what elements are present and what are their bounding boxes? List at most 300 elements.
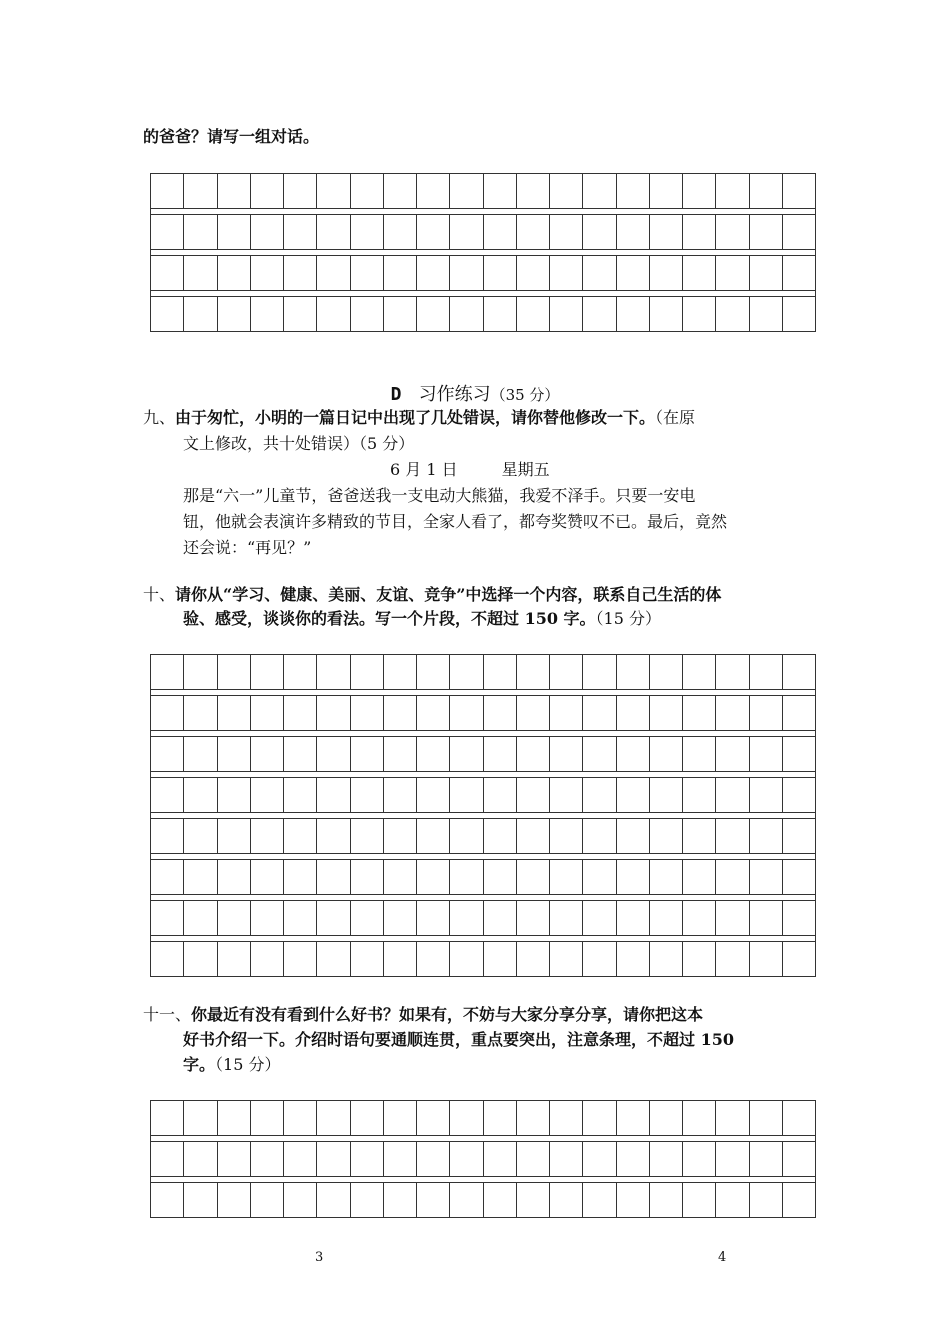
grid-cell[interactable] <box>716 778 749 812</box>
grid-cell[interactable] <box>550 901 583 935</box>
grid-cell[interactable] <box>251 1101 284 1135</box>
grid-cell[interactable] <box>517 942 550 976</box>
grid-cell[interactable] <box>450 778 483 812</box>
grid-cell[interactable] <box>450 819 483 853</box>
grid-cell[interactable] <box>351 1142 384 1176</box>
grid-cell[interactable] <box>617 215 650 249</box>
grid-cell[interactable] <box>184 737 217 771</box>
grid-cell[interactable] <box>351 256 384 290</box>
grid-cell[interactable] <box>650 778 683 812</box>
grid-cell[interactable] <box>218 778 251 812</box>
grid-cell[interactable] <box>317 737 350 771</box>
grid-cell[interactable] <box>284 174 317 208</box>
grid-cell[interactable] <box>317 942 350 976</box>
grid-cell[interactable] <box>417 297 450 331</box>
grid-cell[interactable] <box>583 819 616 853</box>
grid-cell[interactable] <box>783 737 815 771</box>
grid-cell[interactable] <box>384 215 417 249</box>
grid-cell[interactable] <box>317 696 350 730</box>
grid-cell[interactable] <box>683 778 716 812</box>
grid-cell[interactable] <box>151 942 184 976</box>
grid-cell[interactable] <box>517 215 550 249</box>
grid-cell[interactable] <box>716 901 749 935</box>
grid-cell[interactable] <box>484 737 517 771</box>
grid-cell[interactable] <box>716 297 749 331</box>
grid-cell[interactable] <box>351 655 384 689</box>
grid-cell[interactable] <box>351 860 384 894</box>
grid-cell[interactable] <box>284 942 317 976</box>
grid-cell[interactable] <box>517 1101 550 1135</box>
grid-cell[interactable] <box>284 1101 317 1135</box>
grid-cell[interactable] <box>218 901 251 935</box>
grid-cell[interactable] <box>750 737 783 771</box>
grid-cell[interactable] <box>517 901 550 935</box>
grid-cell[interactable] <box>251 655 284 689</box>
grid-cell[interactable] <box>417 737 450 771</box>
grid-cell[interactable] <box>517 860 550 894</box>
grid-cell[interactable] <box>750 256 783 290</box>
grid-cell[interactable] <box>450 737 483 771</box>
grid-cell[interactable] <box>484 297 517 331</box>
grid-cell[interactable] <box>417 942 450 976</box>
grid-cell[interactable] <box>450 1183 483 1217</box>
grid-cell[interactable] <box>384 297 417 331</box>
grid-cell[interactable] <box>683 819 716 853</box>
grid-cell[interactable] <box>750 1101 783 1135</box>
grid-cell[interactable] <box>650 819 683 853</box>
grid-cell[interactable] <box>218 860 251 894</box>
grid-cell[interactable] <box>251 215 284 249</box>
grid-cell[interactable] <box>151 1142 184 1176</box>
grid-cell[interactable] <box>384 778 417 812</box>
grid-cell[interactable] <box>251 860 284 894</box>
grid-cell[interactable] <box>783 655 815 689</box>
grid-cell[interactable] <box>550 215 583 249</box>
grid-cell[interactable] <box>317 174 350 208</box>
grid-cell[interactable] <box>583 901 616 935</box>
grid-cell[interactable] <box>417 1101 450 1135</box>
grid-cell[interactable] <box>484 256 517 290</box>
grid-cell[interactable] <box>284 655 317 689</box>
grid-cell[interactable] <box>450 256 483 290</box>
grid-cell[interactable] <box>351 696 384 730</box>
grid-cell[interactable] <box>384 737 417 771</box>
grid-cell[interactable] <box>317 1142 350 1176</box>
grid-cell[interactable] <box>351 942 384 976</box>
grid-cell[interactable] <box>617 1101 650 1135</box>
grid-cell[interactable] <box>650 655 683 689</box>
grid-cell[interactable] <box>783 1101 815 1135</box>
grid-cell[interactable] <box>650 1101 683 1135</box>
grid-cell[interactable] <box>417 1142 450 1176</box>
grid-cell[interactable] <box>417 1183 450 1217</box>
grid-cell[interactable] <box>550 1101 583 1135</box>
grid-cell[interactable] <box>251 819 284 853</box>
grid-cell[interactable] <box>716 696 749 730</box>
grid-cell[interactable] <box>450 942 483 976</box>
grid-cell[interactable] <box>284 819 317 853</box>
grid-cell[interactable] <box>750 901 783 935</box>
grid-cell[interactable] <box>517 1183 550 1217</box>
grid-cell[interactable] <box>550 737 583 771</box>
grid-cell[interactable] <box>450 1101 483 1135</box>
grid-cell[interactable] <box>284 297 317 331</box>
grid-cell[interactable] <box>151 174 184 208</box>
grid-cell[interactable] <box>484 215 517 249</box>
grid-cell[interactable] <box>750 819 783 853</box>
grid-cell[interactable] <box>783 819 815 853</box>
grid-cell[interactable] <box>683 1142 716 1176</box>
grid-cell[interactable] <box>351 1101 384 1135</box>
grid-cell[interactable] <box>550 942 583 976</box>
grid-cell[interactable] <box>184 215 217 249</box>
grid-cell[interactable] <box>251 1183 284 1217</box>
grid-cell[interactable] <box>317 1183 350 1217</box>
grid-cell[interactable] <box>151 256 184 290</box>
grid-cell[interactable] <box>683 696 716 730</box>
grid-cell[interactable] <box>617 901 650 935</box>
grid-cell[interactable] <box>583 942 616 976</box>
grid-cell[interactable] <box>317 778 350 812</box>
grid-cell[interactable] <box>184 819 217 853</box>
grid-cell[interactable] <box>750 174 783 208</box>
grid-cell[interactable] <box>750 215 783 249</box>
grid-cell[interactable] <box>351 215 384 249</box>
grid-cell[interactable] <box>284 256 317 290</box>
grid-cell[interactable] <box>716 860 749 894</box>
grid-cell[interactable] <box>317 256 350 290</box>
grid-cell[interactable] <box>617 256 650 290</box>
grid-cell[interactable] <box>351 819 384 853</box>
grid-cell[interactable] <box>683 942 716 976</box>
grid-cell[interactable] <box>450 860 483 894</box>
grid-cell[interactable] <box>151 819 184 853</box>
grid-cell[interactable] <box>417 174 450 208</box>
grid-cell[interactable] <box>650 696 683 730</box>
grid-cell[interactable] <box>218 1142 251 1176</box>
grid-cell[interactable] <box>517 1142 550 1176</box>
grid-cell[interactable] <box>184 256 217 290</box>
grid-cell[interactable] <box>484 819 517 853</box>
grid-cell[interactable] <box>317 215 350 249</box>
grid-cell[interactable] <box>484 696 517 730</box>
grid-cell[interactable] <box>550 1142 583 1176</box>
writing-grid-1[interactable] <box>150 173 816 332</box>
grid-cell[interactable] <box>484 655 517 689</box>
grid-cell[interactable] <box>351 778 384 812</box>
grid-cell[interactable] <box>650 737 683 771</box>
grid-cell[interactable] <box>317 655 350 689</box>
grid-cell[interactable] <box>617 737 650 771</box>
grid-cell[interactable] <box>417 696 450 730</box>
grid-cell[interactable] <box>384 696 417 730</box>
grid-cell[interactable] <box>716 819 749 853</box>
grid-cell[interactable] <box>750 655 783 689</box>
grid-cell[interactable] <box>384 1142 417 1176</box>
grid-cell[interactable] <box>583 215 616 249</box>
grid-cell[interactable] <box>683 1101 716 1135</box>
grid-cell[interactable] <box>550 256 583 290</box>
grid-cell[interactable] <box>151 860 184 894</box>
grid-cell[interactable] <box>384 942 417 976</box>
grid-cell[interactable] <box>384 1183 417 1217</box>
grid-cell[interactable] <box>683 174 716 208</box>
grid-cell[interactable] <box>583 1142 616 1176</box>
grid-cell[interactable] <box>716 655 749 689</box>
grid-cell[interactable] <box>783 860 815 894</box>
grid-cell[interactable] <box>218 737 251 771</box>
grid-cell[interactable] <box>284 901 317 935</box>
grid-cell[interactable] <box>417 655 450 689</box>
grid-cell[interactable] <box>650 1142 683 1176</box>
grid-cell[interactable] <box>517 819 550 853</box>
grid-cell[interactable] <box>716 942 749 976</box>
grid-cell[interactable] <box>251 901 284 935</box>
grid-cell[interactable] <box>184 1101 217 1135</box>
grid-cell[interactable] <box>517 256 550 290</box>
grid-cell[interactable] <box>650 1183 683 1217</box>
grid-cell[interactable] <box>783 1142 815 1176</box>
grid-cell[interactable] <box>617 1142 650 1176</box>
grid-cell[interactable] <box>284 860 317 894</box>
grid-cell[interactable] <box>716 737 749 771</box>
grid-cell[interactable] <box>184 655 217 689</box>
grid-cell[interactable] <box>683 901 716 935</box>
grid-cell[interactable] <box>617 778 650 812</box>
grid-cell[interactable] <box>450 696 483 730</box>
grid-cell[interactable] <box>716 1142 749 1176</box>
grid-cell[interactable] <box>151 901 184 935</box>
grid-cell[interactable] <box>317 297 350 331</box>
grid-cell[interactable] <box>184 778 217 812</box>
grid-cell[interactable] <box>484 942 517 976</box>
grid-cell[interactable] <box>384 1101 417 1135</box>
grid-cell[interactable] <box>583 860 616 894</box>
grid-cell[interactable] <box>650 901 683 935</box>
grid-cell[interactable] <box>716 1183 749 1217</box>
grid-cell[interactable] <box>583 778 616 812</box>
grid-cell[interactable] <box>583 1101 616 1135</box>
grid-cell[interactable] <box>384 860 417 894</box>
grid-cell[interactable] <box>151 297 184 331</box>
grid-cell[interactable] <box>284 737 317 771</box>
grid-cell[interactable] <box>184 1142 217 1176</box>
grid-cell[interactable] <box>151 655 184 689</box>
grid-cell[interactable] <box>218 297 251 331</box>
grid-cell[interactable] <box>683 655 716 689</box>
grid-cell[interactable] <box>384 655 417 689</box>
grid-cell[interactable] <box>583 174 616 208</box>
grid-cell[interactable] <box>783 901 815 935</box>
grid-cell[interactable] <box>351 737 384 771</box>
grid-cell[interactable] <box>517 297 550 331</box>
grid-cell[interactable] <box>750 778 783 812</box>
grid-cell[interactable] <box>151 696 184 730</box>
grid-cell[interactable] <box>184 942 217 976</box>
grid-cell[interactable] <box>650 256 683 290</box>
grid-cell[interactable] <box>650 215 683 249</box>
grid-cell[interactable] <box>683 256 716 290</box>
grid-cell[interactable] <box>783 696 815 730</box>
grid-cell[interactable] <box>450 901 483 935</box>
grid-cell[interactable] <box>583 256 616 290</box>
grid-cell[interactable] <box>317 901 350 935</box>
grid-cell[interactable] <box>184 297 217 331</box>
writing-grid-2[interactable] <box>150 654 816 977</box>
grid-cell[interactable] <box>550 1183 583 1217</box>
grid-cell[interactable] <box>583 696 616 730</box>
grid-cell[interactable] <box>218 819 251 853</box>
grid-cell[interactable] <box>650 942 683 976</box>
grid-cell[interactable] <box>550 819 583 853</box>
grid-cell[interactable] <box>683 1183 716 1217</box>
grid-cell[interactable] <box>550 174 583 208</box>
grid-cell[interactable] <box>783 215 815 249</box>
writing-grid-3[interactable] <box>150 1100 816 1218</box>
grid-cell[interactable] <box>583 737 616 771</box>
grid-cell[interactable] <box>218 696 251 730</box>
grid-cell[interactable] <box>384 901 417 935</box>
grid-cell[interactable] <box>617 942 650 976</box>
grid-cell[interactable] <box>417 778 450 812</box>
grid-cell[interactable] <box>417 901 450 935</box>
grid-cell[interactable] <box>783 778 815 812</box>
grid-cell[interactable] <box>284 1142 317 1176</box>
grid-cell[interactable] <box>484 901 517 935</box>
grid-cell[interactable] <box>650 860 683 894</box>
grid-cell[interactable] <box>251 942 284 976</box>
grid-cell[interactable] <box>750 297 783 331</box>
grid-cell[interactable] <box>517 696 550 730</box>
grid-cell[interactable] <box>617 297 650 331</box>
grid-cell[interactable] <box>184 174 217 208</box>
grid-cell[interactable] <box>583 655 616 689</box>
grid-cell[interactable] <box>218 1183 251 1217</box>
grid-cell[interactable] <box>617 1183 650 1217</box>
grid-cell[interactable] <box>716 1101 749 1135</box>
grid-cell[interactable] <box>251 696 284 730</box>
grid-cell[interactable] <box>184 1183 217 1217</box>
grid-cell[interactable] <box>218 655 251 689</box>
grid-cell[interactable] <box>218 1101 251 1135</box>
grid-cell[interactable] <box>517 655 550 689</box>
grid-cell[interactable] <box>251 737 284 771</box>
grid-cell[interactable] <box>716 174 749 208</box>
grid-cell[interactable] <box>750 696 783 730</box>
grid-cell[interactable] <box>750 942 783 976</box>
grid-cell[interactable] <box>716 256 749 290</box>
grid-cell[interactable] <box>617 696 650 730</box>
grid-cell[interactable] <box>317 1101 350 1135</box>
grid-cell[interactable] <box>251 1142 284 1176</box>
grid-cell[interactable] <box>484 174 517 208</box>
grid-cell[interactable] <box>450 215 483 249</box>
grid-cell[interactable] <box>617 860 650 894</box>
grid-cell[interactable] <box>650 297 683 331</box>
grid-cell[interactable] <box>417 860 450 894</box>
grid-cell[interactable] <box>151 215 184 249</box>
grid-cell[interactable] <box>650 174 683 208</box>
grid-cell[interactable] <box>550 778 583 812</box>
grid-cell[interactable] <box>484 1142 517 1176</box>
grid-cell[interactable] <box>550 696 583 730</box>
grid-cell[interactable] <box>384 819 417 853</box>
grid-cell[interactable] <box>351 901 384 935</box>
grid-cell[interactable] <box>783 297 815 331</box>
grid-cell[interactable] <box>384 174 417 208</box>
grid-cell[interactable] <box>251 174 284 208</box>
grid-cell[interactable] <box>218 942 251 976</box>
grid-cell[interactable] <box>617 655 650 689</box>
grid-cell[interactable] <box>251 297 284 331</box>
grid-cell[interactable] <box>683 860 716 894</box>
grid-cell[interactable] <box>151 778 184 812</box>
grid-cell[interactable] <box>218 174 251 208</box>
grid-cell[interactable] <box>184 696 217 730</box>
grid-cell[interactable] <box>617 174 650 208</box>
grid-cell[interactable] <box>484 1183 517 1217</box>
grid-cell[interactable] <box>351 1183 384 1217</box>
grid-cell[interactable] <box>218 215 251 249</box>
grid-cell[interactable] <box>683 297 716 331</box>
grid-cell[interactable] <box>484 778 517 812</box>
grid-cell[interactable] <box>284 1183 317 1217</box>
grid-cell[interactable] <box>317 860 350 894</box>
grid-cell[interactable] <box>184 901 217 935</box>
grid-cell[interactable] <box>550 297 583 331</box>
grid-cell[interactable] <box>251 256 284 290</box>
grid-cell[interactable] <box>517 737 550 771</box>
grid-cell[interactable] <box>683 215 716 249</box>
grid-cell[interactable] <box>251 778 284 812</box>
grid-cell[interactable] <box>151 737 184 771</box>
grid-cell[interactable] <box>484 1101 517 1135</box>
grid-cell[interactable] <box>384 256 417 290</box>
grid-cell[interactable] <box>783 942 815 976</box>
grid-cell[interactable] <box>517 778 550 812</box>
grid-cell[interactable] <box>284 778 317 812</box>
grid-cell[interactable] <box>617 819 650 853</box>
grid-cell[interactable] <box>550 860 583 894</box>
grid-cell[interactable] <box>583 1183 616 1217</box>
grid-cell[interactable] <box>783 256 815 290</box>
grid-cell[interactable] <box>750 1142 783 1176</box>
grid-cell[interactable] <box>484 860 517 894</box>
grid-cell[interactable] <box>284 215 317 249</box>
grid-cell[interactable] <box>450 297 483 331</box>
grid-cell[interactable] <box>417 256 450 290</box>
grid-cell[interactable] <box>450 174 483 208</box>
grid-cell[interactable] <box>783 1183 815 1217</box>
grid-cell[interactable] <box>184 860 217 894</box>
grid-cell[interactable] <box>151 1183 184 1217</box>
grid-cell[interactable] <box>284 696 317 730</box>
grid-cell[interactable] <box>450 655 483 689</box>
grid-cell[interactable] <box>750 1183 783 1217</box>
grid-cell[interactable] <box>417 819 450 853</box>
grid-cell[interactable] <box>351 297 384 331</box>
grid-cell[interactable] <box>351 174 384 208</box>
grid-cell[interactable] <box>750 860 783 894</box>
grid-cell[interactable] <box>716 215 749 249</box>
grid-cell[interactable] <box>783 174 815 208</box>
grid-cell[interactable] <box>450 1142 483 1176</box>
grid-cell[interactable] <box>317 819 350 853</box>
grid-cell[interactable] <box>151 1101 184 1135</box>
grid-cell[interactable] <box>517 174 550 208</box>
grid-cell[interactable] <box>417 215 450 249</box>
grid-cell[interactable] <box>550 655 583 689</box>
